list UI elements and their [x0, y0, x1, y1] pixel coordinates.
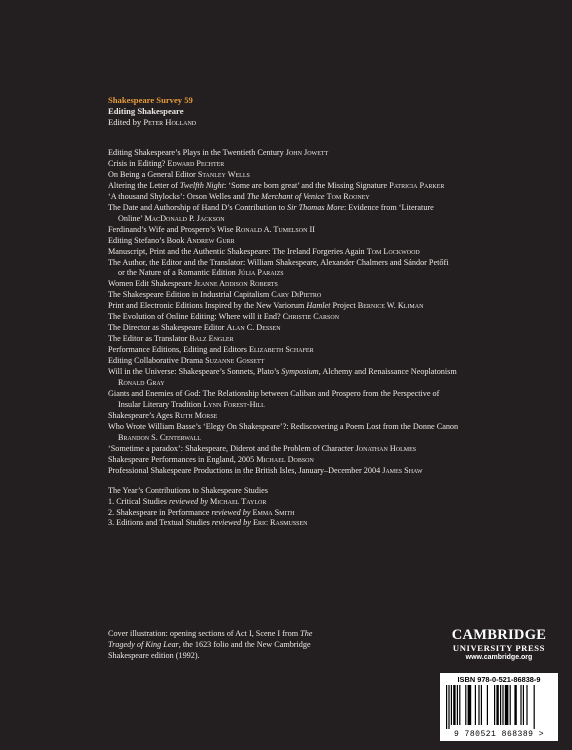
entry-title: Who Wrote William Basse’s ‘Elegy On Shakespeare’?: Rediscovering a Poem Lost from the Donne Canon: [108, 421, 459, 431]
entry-continuation: [108, 214, 548, 225]
entry-author: Alan C. Dessen: [226, 323, 281, 333]
volume-subtitle: Editing Shakespeare: [108, 106, 184, 116]
entry-title: Editing Shakespeare’s Plays in the Twentieth Century: [108, 148, 284, 157]
entry-title: The Editor as Translator: [108, 334, 188, 344]
barcode-bar: [514, 685, 516, 725]
contents-entry: [108, 225, 548, 236]
contents-entry: [108, 323, 548, 334]
entry-author: Andrew Gurr: [186, 235, 235, 245]
entry-title: Online’: [118, 213, 143, 223]
entry-author: Jeanne Addison Roberts: [193, 279, 278, 289]
entry-author: Tom Lockwood: [366, 246, 420, 256]
reviewed-by: reviewed by: [168, 496, 208, 506]
entry-continuation: [108, 400, 548, 411]
entry-title: Editing Stefano’s Book: [108, 235, 185, 245]
contents-entry: [108, 290, 548, 301]
barcode-bar: [502, 685, 503, 725]
entry-author: Elizabeth Schafer: [248, 345, 314, 355]
contents-entry: [108, 170, 548, 181]
entry-title: Print and Electronic Editions Inspired by the New Variorum: [108, 301, 307, 311]
year-item-author: Emma Smith: [252, 507, 295, 517]
barcode-bar: [453, 685, 455, 725]
entry-title: On Being a General Editor: [108, 169, 196, 179]
entry-title: Performance Editions, Editing and Editors: [108, 345, 247, 355]
barcode: [440, 673, 558, 741]
entry-author: Ruth Morse: [174, 410, 218, 420]
publisher-logo: [440, 628, 558, 663]
entry-title-italic: Symposium: [281, 367, 319, 377]
entry-author: Balz Engler: [189, 334, 234, 344]
entry-author: James Shaw: [382, 465, 423, 475]
editor-line: [108, 117, 548, 128]
entry-title: Professional Shakespeare Productions in the British Isles, January–December 2004: [108, 465, 381, 475]
barcode-bar: [468, 685, 472, 725]
cover-note-italic: The Tragedy of King Lear: [108, 629, 313, 649]
entry-title: The Shakespeare Edition in Industrial Capitalism: [108, 290, 270, 300]
entry-title-italic: Sir Thomas More: [286, 202, 344, 212]
year-contributions: [108, 486, 548, 530]
entry-author: Júlia Paraizs: [237, 268, 284, 278]
entry-title: Will in the Universe: Shakespeare’s Sonnets, Plato’s: [108, 367, 282, 377]
barcode-bar: [459, 685, 460, 725]
entry-author: MacDonald P. Jackson: [144, 213, 225, 223]
entry-title: The Date and Authorship of Hand D’s Contribution to: [108, 202, 287, 212]
year-item-label: 3. Editions and Textual Studies: [108, 518, 212, 528]
entry-continuation: [108, 433, 548, 444]
contents-entry: [108, 334, 548, 345]
entry-author: Ronald Gray: [118, 378, 165, 388]
publisher-url: www.cambridge.org: [465, 654, 533, 661]
contents-entry: [108, 466, 548, 477]
year-item: [108, 508, 548, 519]
entry-author: Cary DiPietro: [271, 290, 322, 300]
entry-title: Altering the Letter of: [108, 180, 180, 190]
barcode-bar: [500, 685, 501, 725]
year-item-author: Michael Taylor: [210, 496, 267, 506]
publisher-name: CAMBRIDGE: [451, 627, 547, 643]
entry-author: Ronald A. Tumelson II: [235, 224, 315, 234]
barcode-bars: [446, 685, 552, 729]
entry-author: Tom Rooney: [326, 191, 370, 201]
entry-title: The Author, the Editor and the Translator: William Shakespeare, Alexander Chalmers and Sándor Petőfi: [108, 257, 449, 267]
barcode-bar: [526, 685, 527, 725]
year-item-author: Eric Rasmussen: [252, 518, 308, 528]
contents-entry: [108, 148, 548, 159]
barcode-bar: [510, 685, 511, 725]
year-contributions-heading: The Year’s Contributions to Shakespeare Studies: [108, 485, 268, 495]
barcode-bar: [496, 685, 498, 725]
cover-note-post: , the 1623 folio and the New Cambridge Shakespeare edition (1992).: [108, 640, 311, 660]
ean-digits: 9 780521 868389 >: [453, 730, 545, 739]
barcode-bar: [494, 685, 495, 725]
table-of-contents: [108, 148, 548, 477]
contents-entry: [108, 444, 548, 455]
entry-title: Ferdinand’s Wife and Prospero’s Wise: [108, 224, 234, 234]
entry-author: John Jowett: [285, 148, 329, 157]
entry-title: The Evolution of Online Editing: Where will it End?: [108, 312, 281, 322]
entry-author: Lynn Forest-Hill: [203, 399, 265, 409]
barcode-bar: [481, 685, 482, 725]
barcode-bar: [523, 685, 524, 725]
barcode-bar: [505, 685, 509, 725]
entry-title: ‘Sometime a paradox’: Shakespeare, Diderot and the Problem of Character: [108, 443, 354, 453]
cover-note-pre: Cover illustration: opening sections of Act I, Scene I from: [108, 629, 301, 638]
edited-by-label: Edited by: [108, 117, 142, 127]
entry-author: Stanley Wells: [197, 169, 250, 179]
entry-author: Bernice W. Kliman: [357, 301, 424, 311]
entry-title: Manuscript, Print and the Authentic Shakespeare: The Ireland Forgeries Again: [108, 246, 365, 256]
entry-title: Shakespeare’s Ages: [108, 410, 173, 420]
contents-entry: [108, 236, 548, 247]
contents-entry: [108, 181, 548, 192]
entry-title-italic: Twelfth Night: [179, 180, 225, 190]
entry-author: Michael Dobson: [256, 454, 314, 464]
entry-title: Project: [330, 301, 356, 311]
entry-title: Giants and Enemies of God: The Relationship between Caliban and Prospero from the Perspective of: [108, 388, 440, 398]
entry-author: Patricia Parker: [389, 180, 445, 190]
contents-entry: [108, 345, 548, 356]
contents-entry: [108, 389, 548, 411]
entry-title: , Alchemy and Renaissance Neoplatonism: [318, 367, 457, 377]
isbn-text: ISBN 978-0-521-86838-9: [457, 675, 541, 684]
barcode-bar: [487, 685, 488, 725]
entry-title: Editing Collaborative Drama: [108, 356, 204, 366]
year-item: [108, 518, 548, 529]
editor-name: Peter Holland: [143, 117, 197, 127]
barcode-bar: [457, 685, 458, 725]
entry-author: Jonathan Holmes: [355, 443, 417, 453]
barcode-bar: [534, 685, 535, 729]
entry-title: ‘A thousand Shylocks’: Orson Welles and: [108, 191, 247, 201]
entry-title: or the Nature of a Romantic Edition: [118, 268, 236, 278]
series-title: Shakespeare Survey 59: [108, 95, 193, 105]
entry-title: : ‘Some are born great’ and the Missing Signature: [224, 180, 388, 190]
entry-author: Suzanne Gossett: [205, 356, 265, 366]
entry-continuation: [108, 268, 548, 279]
entry-title-italic: Hamlet: [306, 301, 331, 311]
contents-entry: [108, 203, 548, 225]
entry-title: Crisis in Editing?: [108, 158, 166, 168]
barcode-bar: [520, 685, 521, 725]
entry-title: : Evidence from ‘Literature: [343, 202, 434, 212]
barcode-bar: [465, 685, 466, 725]
entry-title: Insular Literary Tradition: [118, 399, 202, 409]
year-contributions-list: [108, 497, 548, 530]
contents-entry: [108, 247, 548, 258]
barcode-bar: [475, 685, 476, 725]
contents-entry: [108, 455, 548, 466]
reviewed-by: reviewed by: [211, 507, 251, 517]
year-item-label: 2. Shakespeare in Performance: [108, 507, 212, 517]
entry-author: Brandon S. Centerwall: [118, 432, 201, 442]
entry-title: Women Edit Shakespeare: [108, 279, 192, 289]
entry-author: Edward Pechter: [167, 158, 225, 168]
entry-title: Shakespeare Performances in England, 2005: [108, 454, 255, 464]
entry-title-italic: The Merchant of Venice: [246, 191, 325, 201]
entry-title: The Director as Shakespeare Editor: [108, 323, 225, 333]
contents-entry: [108, 411, 548, 422]
entry-continuation: [108, 378, 548, 389]
contents-entry: [108, 422, 548, 444]
contents-entry: [108, 279, 548, 290]
contents-entry: [108, 356, 548, 367]
contents-entry: [108, 301, 548, 312]
barcode-bar: [451, 685, 452, 725]
contents-entry: [108, 192, 548, 203]
contents-entry: [108, 159, 548, 170]
cover-illustration-note: [108, 628, 338, 661]
barcode-bar: [446, 685, 447, 729]
contents-entry: [108, 258, 548, 280]
contents-entry: [108, 312, 548, 323]
year-item-label: 1. Critical Studies: [108, 496, 169, 506]
barcode-bar: [448, 685, 449, 729]
year-item: [108, 497, 548, 508]
barcode-bar: [478, 685, 479, 725]
contents-entry: [108, 367, 548, 389]
reviewed-by: reviewed by: [211, 518, 251, 528]
back-cover-text: [108, 95, 548, 529]
entry-author: Christie Carson: [282, 312, 340, 322]
publisher-sub: UNIVERSITY PRESS: [452, 643, 546, 653]
